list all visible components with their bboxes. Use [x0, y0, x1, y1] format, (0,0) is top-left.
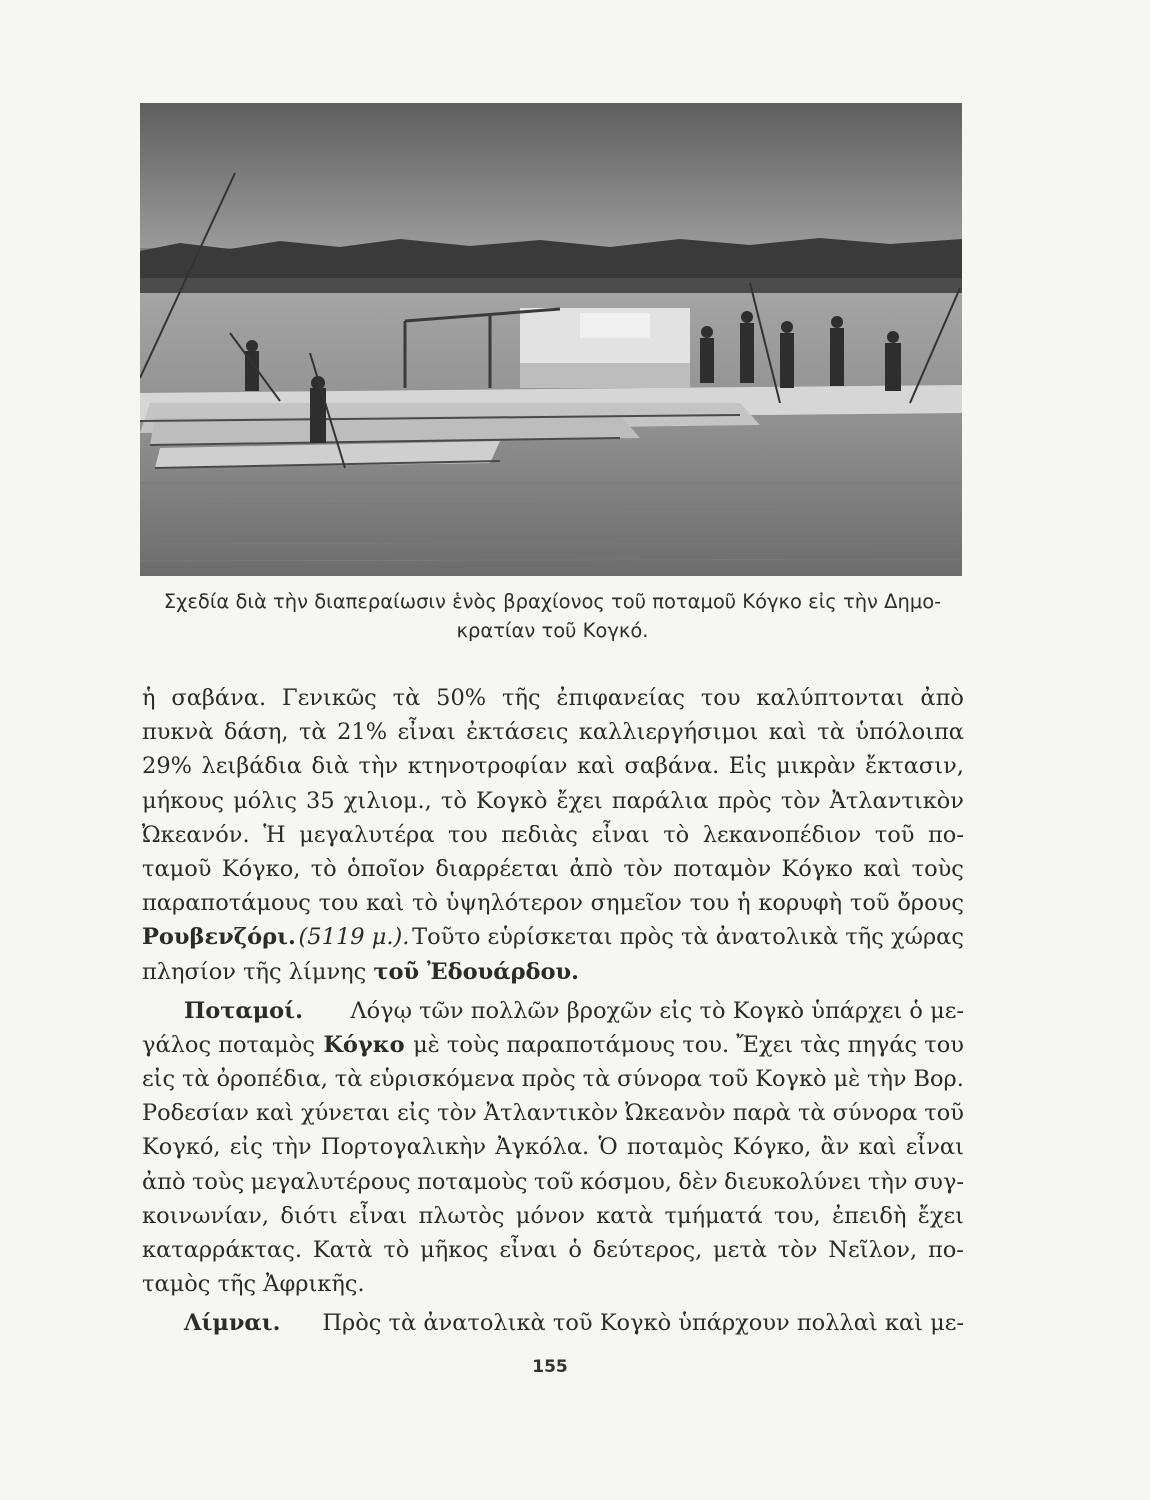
text-line: καταρράκτας. Κατὰ τὸ μῆκος εἶναι ὁ δεύτερος, μετὰ τὸν Νεῖλον, πο-: [142, 1237, 964, 1263]
body-text: [142, 681, 964, 1341]
edward-line: [142, 955, 964, 989]
text-line: παραποτάμους του καὶ τὸ ὑψηλότερον σημεῖον του ἡ κορυφὴ τοῦ ὄρους: [142, 890, 964, 917]
lakes-first-text: Πρὸς τὰ ἀνατολικὰ τοῦ Κογκὸ ὑπάρχουν πολλαὶ καὶ με-: [322, 1310, 964, 1337]
rivers-first-line: [142, 994, 964, 1028]
rivers-second-line: [142, 1028, 964, 1062]
caption-line: κρατίαν τοῦ Κογκό.: [456, 619, 649, 642]
text-line: Ὠκεανόν. Ἡ μεγαλυτέρα του πεδιὰς εἶναι τὸ λεκανοπέδιον τοῦ πο-: [142, 821, 964, 848]
rivers-second-after: μὲ τοὺς παραποτάμους του. Ἔχει τὰς πηγάς του: [413, 1031, 964, 1058]
ruwenzori-name: Ρουβενζόρι.: [142, 924, 296, 951]
raft-photo-illustration: [140, 103, 962, 576]
rivers-second-before: γάλος ποταμὸς: [142, 1031, 315, 1058]
rivers-heading: Ποταμοί.: [184, 997, 303, 1024]
caption-line: Σχεδία διὰ τὴν διαπεραίωσιν ἑνὸς βραχίονος τοῦ ποταμοῦ Κόγκο εἰς τὴν Δημο-: [163, 590, 942, 613]
text-line: ἡ σαβάνα. Γενικῶς τὰ 50% τῆς ἐπιφανείας του καλύπτονται ἀπὸ: [142, 685, 964, 711]
lakes-first-line: [142, 1306, 964, 1340]
figure-caption: [140, 587, 965, 645]
text-line: ταμοῦ Κόγκο, τὸ ὁποῖον διαρρέεται ἀπὸ τὸν ποταμὸν Κόγκο καὶ τοὺς: [142, 855, 964, 882]
text-line: μήκους μόλις 35 χιλιομ., τὸ Κογκὸ ἔχει παράλια πρὸς τὸν Ἀτλαντικὸν: [142, 787, 964, 814]
text-line: Κογκό, εἰς τὴν Πορτογαλικὴν Ἀγκόλα. Ὁ ποταμὸς Κόγκο, ἂν καὶ εἶναι: [142, 1134, 964, 1161]
text-line: πυκνὰ δάση, τὰ 21% εἶναι ἐκτάσεις καλλιεργήσιμοι καὶ τὰ ὑπόλοιπα: [142, 719, 964, 746]
page-number: 155: [532, 1357, 568, 1377]
text-line: Ροδεσίαν καὶ χύνεται εἰς τὸν Ἀτλαντικὸν Ὠκεανὸν παρὰ τὰ σύνορα τοῦ: [142, 1100, 964, 1127]
text-line: κοινωνίαν, διότι εἶναι πλωτὸς μόνον κατὰ τμήματά του, ἐπειδὴ ἔχει: [142, 1202, 964, 1229]
edward-lake-name: τοῦ Ἐδουάρδου.: [373, 958, 579, 985]
lakes-heading: Λίμναι.: [184, 1310, 281, 1337]
text-line: ἀπὸ τοὺς μεγαλυτέρους ποταμοὺς τοῦ κόσμου, δὲν διευκολύνει τὴν συγ-: [142, 1168, 964, 1195]
ruwenzori-line: [142, 920, 964, 954]
ruwenzori-height: (5119 μ.).: [298, 924, 410, 951]
text-line: 29% λειβάδια διὰ τὴν κτηνοτροφίαν καὶ σαβάνα. Εἰς μικρὰν ἔκτασιν,: [142, 753, 964, 780]
text-line: εἰς τὰ ὀροπέδια, τὰ εὑρισκόμενα πρὸς τὰ σύνορα τοῦ Κογκὸ μὲ τὴν Βορ.: [142, 1066, 964, 1093]
congo-river-name: Κόγκο: [323, 1031, 405, 1058]
ruwenzori-rest: Τοῦτο εὑρίσκεται πρὸς τὰ ἀνατολικὰ τῆς χώρας: [412, 924, 964, 951]
edward-text: πλησίον τῆς λίμνης: [142, 958, 367, 985]
raft-photo: [140, 103, 962, 576]
text-line: ταμὸς τῆς Ἀφρικῆς.: [142, 1271, 365, 1298]
rivers-first-text: Λόγῳ τῶν πολλῶν βροχῶν εἰς τὸ Κογκὸ ὑπάρχει ὁ με-: [350, 997, 964, 1024]
